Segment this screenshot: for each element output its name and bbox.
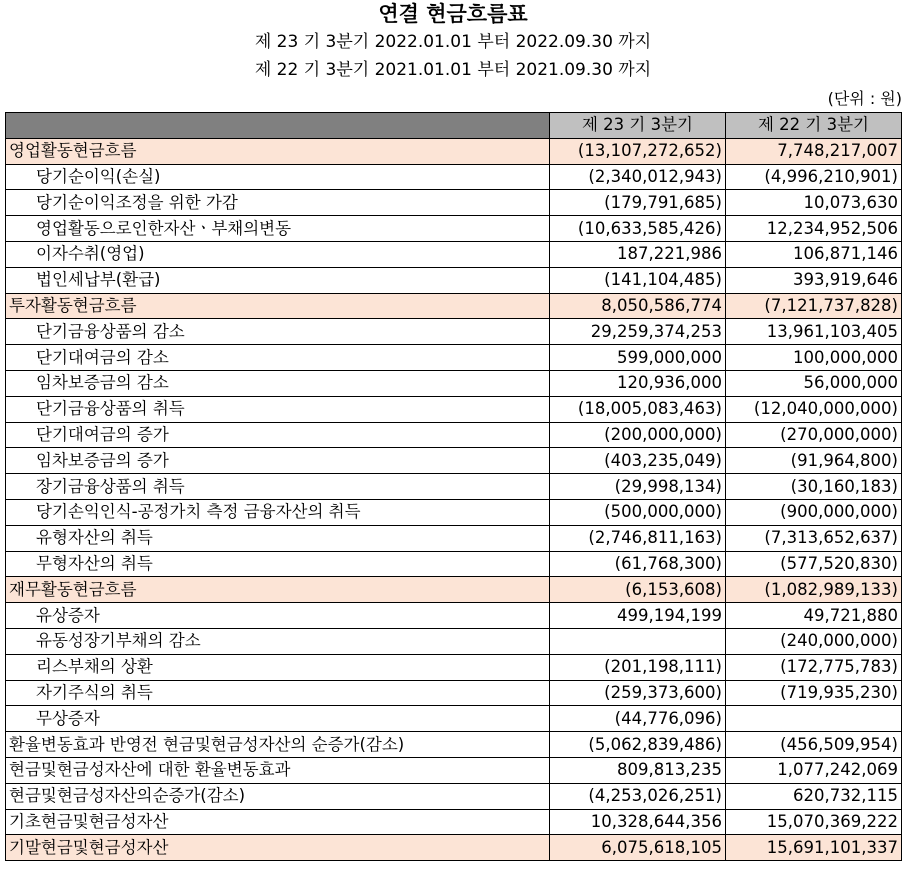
row-previous-value: 12,234,952,506 <box>726 216 902 242</box>
row-label: 무형자산의 취득 <box>6 551 550 577</box>
table-row <box>6 809 902 835</box>
row-previous-value: 13,961,103,405 <box>726 319 902 345</box>
table-row <box>6 732 902 758</box>
table-row <box>6 628 902 654</box>
row-current-value: 6,075,618,105 <box>550 835 726 861</box>
statement-header <box>0 0 906 84</box>
row-label: 당기순이익(손실) <box>6 164 550 190</box>
header-previous-period: 제 22 기 3분기 <box>726 113 902 139</box>
row-label: 유동성장기부채의 감소 <box>6 628 550 654</box>
row-current-value: (61,768,300) <box>550 551 726 577</box>
row-label: 자기주식의 취득 <box>6 680 550 706</box>
row-label: 이자수취(영업) <box>6 241 550 267</box>
row-current-value: (13,107,272,652) <box>550 138 726 164</box>
row-current-value: (259,373,600) <box>550 680 726 706</box>
row-label: 장기금융상품의 취득 <box>6 474 550 500</box>
row-label: 유상증자 <box>6 603 550 629</box>
table-row <box>6 577 902 603</box>
row-label: 임차보증금의 증가 <box>6 448 550 474</box>
row-label: 영업활동으로인한자산ㆍ부채의변동 <box>6 216 550 242</box>
row-current-value: (2,340,012,943) <box>550 164 726 190</box>
row-current-value: (29,998,134) <box>550 474 726 500</box>
row-current-value: 599,000,000 <box>550 345 726 371</box>
header-blank-cell <box>6 113 550 139</box>
row-previous-value: (12,040,000,000) <box>726 396 902 422</box>
row-label: 투자활동현금흐름 <box>6 293 550 319</box>
table-row <box>6 654 902 680</box>
row-previous-value: 56,000,000 <box>726 370 902 396</box>
row-current-value: (141,104,485) <box>550 267 726 293</box>
table-row <box>6 319 902 345</box>
row-label: 영업활동현금흐름 <box>6 138 550 164</box>
row-previous-value: 1,077,242,069 <box>726 757 902 783</box>
row-label: 무상증자 <box>6 706 550 732</box>
cash-flow-table <box>5 112 902 861</box>
row-current-value: (179,791,685) <box>550 190 726 216</box>
row-current-value: 8,050,586,774 <box>550 293 726 319</box>
row-current-value: (44,776,096) <box>550 706 726 732</box>
row-current-value: 187,221,986 <box>550 241 726 267</box>
row-current-value: (200,000,000) <box>550 422 726 448</box>
unit-label: (단위 : 원) <box>827 89 902 108</box>
row-previous-value: (719,935,230) <box>726 680 902 706</box>
table-row <box>6 757 902 783</box>
row-current-value: 809,813,235 <box>550 757 726 783</box>
row-label: 단기대여금의 증가 <box>6 422 550 448</box>
row-current-value: 10,328,644,356 <box>550 809 726 835</box>
row-current-value: 29,259,374,253 <box>550 319 726 345</box>
table-header-row <box>6 113 902 139</box>
row-label: 현금및현금성자산의순증가(감소) <box>6 783 550 809</box>
row-previous-value: (30,160,183) <box>726 474 902 500</box>
table-row <box>6 293 902 319</box>
row-current-value: (201,198,111) <box>550 654 726 680</box>
row-label: 당기손익인식-공정가치 측정 금융자산의 취득 <box>6 499 550 525</box>
row-label: 단기금융상품의 감소 <box>6 319 550 345</box>
table-row <box>6 345 902 371</box>
table-row <box>6 396 902 422</box>
row-label: 유형자산의 취득 <box>6 525 550 551</box>
row-current-value: (403,235,049) <box>550 448 726 474</box>
row-label: 현금및현금성자산에 대한 환율변동효과 <box>6 757 550 783</box>
table-row <box>6 525 902 551</box>
row-previous-value: (577,520,830) <box>726 551 902 577</box>
table-row <box>6 680 902 706</box>
row-current-value: 499,194,199 <box>550 603 726 629</box>
table-row <box>6 783 902 809</box>
table-row <box>6 241 902 267</box>
row-previous-value: 620,732,115 <box>726 783 902 809</box>
table-row <box>6 370 902 396</box>
table-row <box>6 474 902 500</box>
row-current-value <box>550 628 726 654</box>
row-previous-value: (240,000,000) <box>726 628 902 654</box>
period-previous: 제 22 기 3분기 2021.01.01 부터 2021.09.30 까지 <box>254 60 652 80</box>
table-row <box>6 422 902 448</box>
row-previous-value: 393,919,646 <box>726 267 902 293</box>
row-previous-value: (270,000,000) <box>726 422 902 448</box>
table-row <box>6 448 902 474</box>
row-label: 리스부채의 상환 <box>6 654 550 680</box>
table-row <box>6 499 902 525</box>
table-row <box>6 138 902 164</box>
row-previous-value: (4,996,210,901) <box>726 164 902 190</box>
row-previous-value <box>726 706 902 732</box>
row-previous-value: 15,691,101,337 <box>726 835 902 861</box>
row-label: 환율변동효과 반영전 현금및현금성자산의 순증가(감소) <box>6 732 550 758</box>
row-current-value: (10,633,585,426) <box>550 216 726 242</box>
statement-title: 연결 현금흐름표 <box>378 1 528 26</box>
row-label: 임차보증금의 감소 <box>6 370 550 396</box>
row-previous-value: (7,313,652,637) <box>726 525 902 551</box>
row-previous-value: 7,748,217,007 <box>726 138 902 164</box>
table-row <box>6 603 902 629</box>
row-label: 단기대여금의 감소 <box>6 345 550 371</box>
row-previous-value: 10,073,630 <box>726 190 902 216</box>
row-previous-value: 15,070,369,222 <box>726 809 902 835</box>
row-current-value: (18,005,083,463) <box>550 396 726 422</box>
row-previous-value: 49,721,880 <box>726 603 902 629</box>
row-label: 법인세납부(환급) <box>6 267 550 293</box>
table-row <box>6 706 902 732</box>
row-previous-value: 100,000,000 <box>726 345 902 371</box>
row-previous-value: (91,964,800) <box>726 448 902 474</box>
row-previous-value: (1,082,989,133) <box>726 577 902 603</box>
table-row <box>6 216 902 242</box>
row-previous-value: (456,509,954) <box>726 732 902 758</box>
row-current-value: (5,062,839,486) <box>550 732 726 758</box>
row-current-value: (6,153,608) <box>550 577 726 603</box>
row-current-value: (2,746,811,163) <box>550 525 726 551</box>
table-row <box>6 267 902 293</box>
table-row <box>6 190 902 216</box>
row-label: 기말현금및현금성자산 <box>6 835 550 861</box>
row-label: 당기순이익조정을 위한 가감 <box>6 190 550 216</box>
period-current: 제 23 기 3분기 2022.01.01 부터 2022.09.30 까지 <box>254 32 652 52</box>
table-row <box>6 835 902 861</box>
row-previous-value: (7,121,737,828) <box>726 293 902 319</box>
table-row <box>6 164 902 190</box>
header-current-period: 제 23 기 3분기 <box>550 113 726 139</box>
row-previous-value: 106,871,146 <box>726 241 902 267</box>
row-label: 단기금융상품의 취득 <box>6 396 550 422</box>
table-row <box>6 551 902 577</box>
row-current-value: 120,936,000 <box>550 370 726 396</box>
row-current-value: (4,253,026,251) <box>550 783 726 809</box>
row-label: 기초현금및현금성자산 <box>6 809 550 835</box>
row-current-value: (500,000,000) <box>550 499 726 525</box>
row-previous-value: (172,775,783) <box>726 654 902 680</box>
row-label: 재무활동현금흐름 <box>6 577 550 603</box>
row-previous-value: (900,000,000) <box>726 499 902 525</box>
